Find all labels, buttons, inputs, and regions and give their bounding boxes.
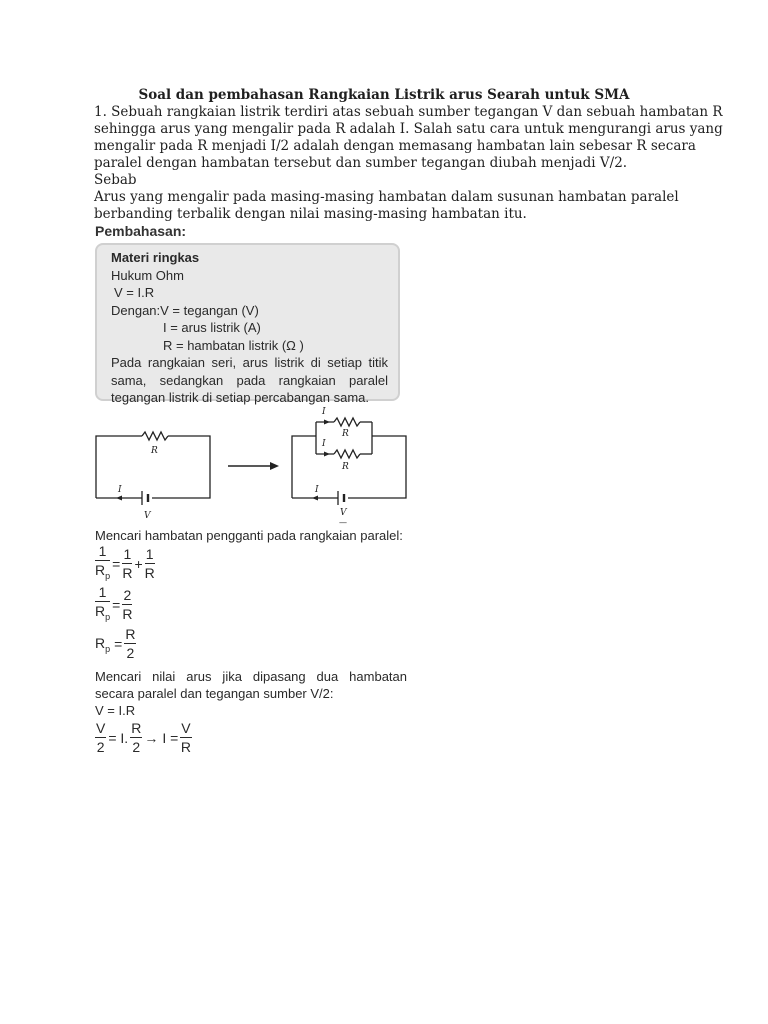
document-title: Soal dan pembahasan Rangkaian Listrik arus Searah untuk SMA — [138, 87, 630, 103]
current-label: I — [315, 485, 319, 495]
current-arrow-icon — [116, 496, 122, 501]
half-mark: — — [339, 518, 347, 527]
step1-text: Mencari hambatan pengganti pada rangkaian paralel: — [95, 528, 403, 543]
pembahasan-heading: Pembahasan: — [95, 223, 187, 239]
step2-line: Mencari nilai arus jika dipasang dua hambatan — [95, 669, 407, 684]
arrow-right-icon — [270, 462, 279, 470]
circuit-diagram — [90, 402, 420, 528]
ohm-formula-2: V = I.R — [95, 703, 136, 718]
summary-paragraph-line: sama, sedangkan pada rangkaian paralel — [111, 372, 388, 388]
current-label: I — [322, 439, 326, 449]
resistor-label: R — [342, 462, 349, 472]
question-text — [94, 104, 723, 223]
summary-box — [95, 243, 400, 405]
resistor-label: R — [151, 446, 158, 456]
summary-title: Materi ringkas — [111, 250, 200, 265]
current-label: I — [322, 407, 326, 417]
reason-line: Arus yang mengalir pada masing-masing hambatan dalam susunan hambatan paralel — [94, 189, 679, 205]
equation-parallel-sum: $\frac{1}{R_p}$ = $\frac{1}{R}$ + $\frac{1}{R}$ — [95, 543, 155, 581]
current-label: I — [118, 485, 122, 495]
ohm-formula: V = I.R — [114, 285, 155, 300]
sebab-label: Sebab — [94, 172, 137, 188]
definition-v: Dengan:V = tegangan (V) — [111, 302, 259, 318]
summary-paragraph-line: Pada rangkaian seri, arus listrik di setiap titik — [111, 355, 388, 370]
current-arrow-icon — [312, 496, 318, 501]
question-line: sehingga arus yang mengalir pada R adalah I. Salah satu cara untuk mengurangi arus yang — [94, 121, 723, 137]
current-arrow-icon — [324, 420, 330, 425]
summary-paragraph-line: tegangan listrik di setiap percabangan sama. — [111, 390, 369, 405]
series-circuit — [96, 432, 210, 505]
step2-text — [95, 668, 407, 719]
question-line: paralel dengan hambatan tersebut dan sumber tegangan diubah menjadi V/2. — [94, 155, 628, 171]
question-line: mengalir pada R menjadi I/2 adalah dengan memasang hambatan lain sebesar R secara — [94, 138, 696, 154]
equation-current-result: $\frac{V}{2}$ = I. $\frac{R}{2}$ → I = $\frac{V}{R}$ — [96, 720, 192, 755]
arrow-right-icon: → — [144, 730, 159, 746]
voltage-label: V — [340, 508, 347, 518]
question-line: 1. Sebuah rangkaian listrik terdiri atas sebuah sumber tegangan V dan sebuah hambatan R — [94, 104, 723, 120]
current-arrow-icon — [324, 452, 330, 457]
equation-parallel-result: $R_p$ = $\frac{R}{2}$ — [95, 626, 136, 661]
step2-line: secara paralel dan tegangan sumber V/2: — [95, 686, 334, 701]
reason-line: berbanding terbalik dengan nilai masing-masing hambatan itu. — [94, 206, 527, 222]
equation-parallel-simplified: $\frac{1}{R_p}$ = $\frac{2}{R}$ — [95, 584, 133, 622]
ohm-law-label: Hukum Ohm — [111, 267, 184, 283]
voltage-label: V — [144, 511, 151, 521]
definition-i: I = arus listrik (A) — [163, 320, 261, 335]
definition-r: R = hambatan listrik (Ω ) — [163, 337, 304, 353]
resistor-label: R — [342, 429, 349, 439]
parallel-circuit — [292, 418, 406, 505]
